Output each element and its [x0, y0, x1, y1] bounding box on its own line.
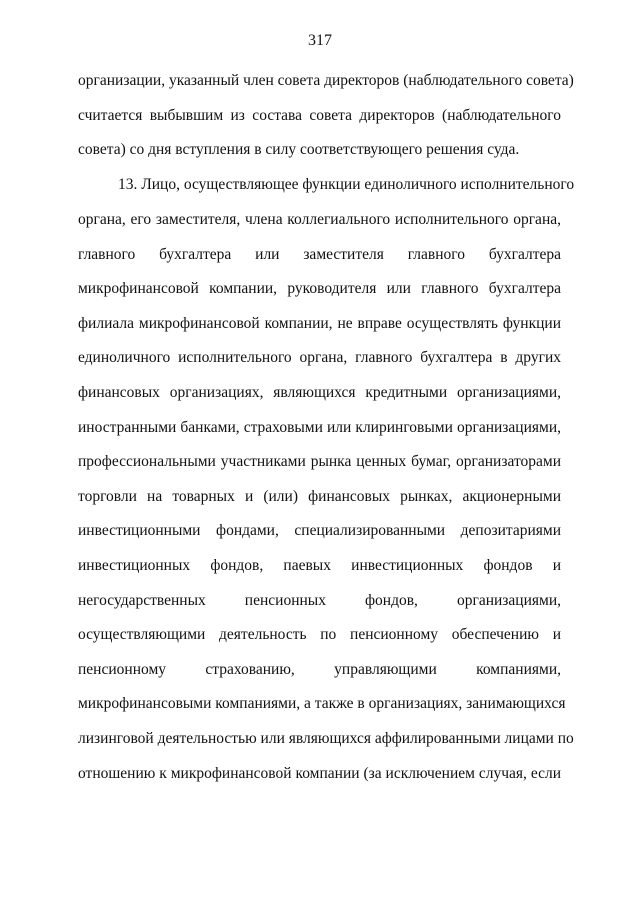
- paragraph-2-line-10: торговли на товарных и (или) финансовых рынках, акционерными: [78, 488, 561, 505]
- page-number: 317: [308, 32, 332, 49]
- paragraph-2-line-9: профессиональными участниками рынка ценных бумаг, организаторами: [78, 453, 561, 470]
- paragraph-2-line-7: финансовых организациях, являющихся кредитными организациями,: [78, 384, 561, 401]
- paragraph-2-line-11: инвестиционными фондами, специализированными депозитариями: [78, 522, 561, 539]
- paragraph-2-line-4: микрофинансовой компании, руководителя или главного бухгалтера: [78, 280, 561, 297]
- paragraph-2-line-1: 13. Лицо, осуществляющее функции единоличного исполнительного: [118, 176, 575, 193]
- paragraph-1-line-1: организации, указанный член совета директоров (наблюдательного совета): [78, 72, 574, 89]
- paragraph-2-line-14: осуществляющими деятельность по пенсионному обеспечению и: [78, 626, 561, 643]
- paragraph-1-line-2: считается выбывшим из состава совета директоров (наблюдательного: [78, 107, 561, 124]
- paragraph-2-line-18: отношению к микрофинансовой компании (за исключением случая, если: [78, 765, 561, 782]
- paragraph-2-line-6: единоличного исполнительного органа, главного бухгалтера в других: [78, 349, 561, 366]
- paragraph-2-line-3: главного бухгалтера или заместителя главного бухгалтера: [78, 246, 561, 263]
- paragraph-2-line-2: органа, его заместителя, члена коллегиального исполнительного органа,: [78, 211, 561, 228]
- paragraph-2-line-15: пенсионному страхованию, управляющими компаниями,: [78, 661, 561, 678]
- paragraph-2-line-12: инвестиционных фондов, паевых инвестиционных фондов и: [78, 557, 561, 574]
- paragraph-1-line-3: совета) со дня вступления в силу соответствующего решения суда.: [78, 141, 520, 158]
- paragraph-2-line-17: лизинговой деятельностью или являющихся аффилированными лицами по: [78, 730, 574, 747]
- paragraph-2-line-16: микрофинансовыми компаниями, а также в организациях, занимающихся: [78, 695, 566, 712]
- paragraph-2-line-13: негосударственных пенсионных фондов, организациями,: [78, 592, 561, 609]
- paragraph-2-line-8: иностранными банками, страховыми или клиринговыми организациями,: [78, 419, 561, 436]
- paragraph-2-line-5: филиала микрофинансовой компании, не вправе осуществлять функции: [78, 315, 561, 332]
